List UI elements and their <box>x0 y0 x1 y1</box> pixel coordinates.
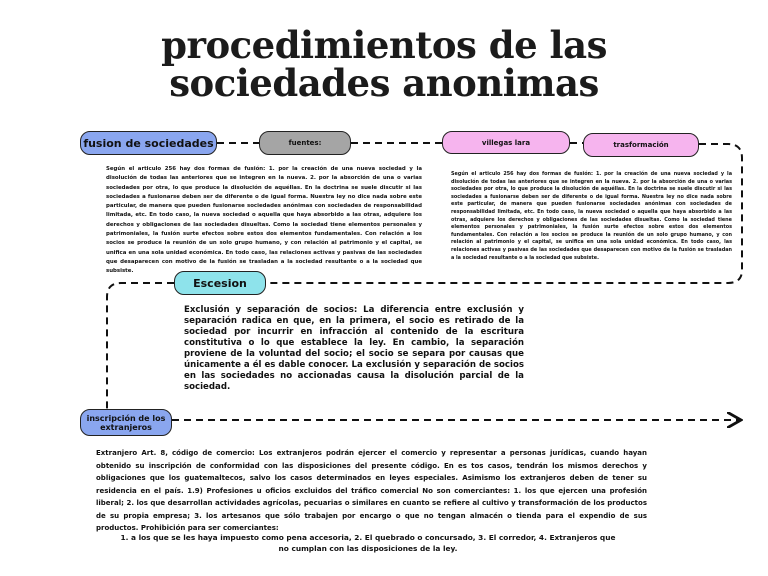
text-escesion: Exclusión y separación de socios: La diferencia entre exclusión y separación radica en que, en la primera, el socio es retirado de la sociedad por incurrir en infracción al contenido de la escritura constitutiva o lo que establece la ley. En cambio, la separación proviene de la voluntad del socio; el socio se separa por causas que únicamente a él es dable conocer. La exclusión y separación de socios en las sociedades no accionadas causa la disolución parcial de la sociedad. <box>184 305 524 392</box>
text-inscripcion: Extranjero Art. 8, código de comercio: Los extranjeros podrán ejercer el comercio y representar a personas jurídicas, cuando hayan obtenido su inscripción de conformidad con las disposiciones del presente código. En es tos casos, tendrán los mismos derechos y obligaciones que los guatemaltecos, salvo los casos determinados en leyes especiales. Asimismo los extranjeros deben de tener su residencia en el país. 1.9) Profesiones u oficios excluidos del tráfico comercial No son comerciantes: 1. los que ejercen una profesión liberal; 2. los que desarrollan actividades agrícolas, pecuarias o similares en cuanto se refiere al cultivo y transformación de los productos de su propia empresa; 3. los artesanos que sólo trabajen por encargo o que no tengan almacén o tienda para el expendio de sus productos. Prohibición para ser comerciantes: <box>96 449 647 532</box>
text-fusion: Según el articulo 256 hay dos formas de fusión: 1. por la creación de una nueva sociedad y la disolución de todas las anteriores que se integren en la nueva. 2. por la absorción de una o varias sociedades por otra, lo que produce la disolución de aquéllas. En la doctrina se suele discutir si las sociedades a fusionarse deben ser de diferente o de igual forma. Nuestra ley no dice nada sobre este particular, de manera que pueden fusionarse sociedades anónimas con sociedades de responsabilidad limitada, etc. En todo caso, la nueva sociedad o aquella que haya absorbido a las otras, adquiere los derechos y obligaciones de las sociedades disueltas. Como la sociedad tiene elementos personales y patrimoniales, la fusión surte efectos sobre estos dos elementos fundamentales. Con relación a los socios se produce la reunión de un solo grupo humano, y con relación al patrimonio y el capital, se unifica en una sola unidad económica. En todo caso, las relaciones activas y pasivas de las sociedades que desaparecen con motivo de la fusión se trasladan a la sociedad resultante o a la sociedad que subsiste. <box>106 166 422 275</box>
node-fusion-de-sociedades: fusion de sociedades <box>80 131 217 155</box>
node-trasformacion: trasformación <box>583 133 699 157</box>
node-escesion: Escesion <box>174 271 266 295</box>
node-fuentes: fuentes: <box>259 131 351 155</box>
text-villegas: Según el articulo 256 hay dos formas de fusión: 1. por la creación de una nueva sociedad y la disolución de todas las anteriores que se integren en la nueva. 2. por la absorción de una o varias sociedades por otra, lo que produce la disolución de aquéllas. En la doctrina se suele discutir si las sociedades a fusionarse deben ser de diferente o de igual forma. Nuestra ley no dice nada sobre este particular, de manera que pueden fusionarse sociedades anónimas con sociedades de responsabilidad limitada, etc. En todo caso, la nueva sociedad o aquella que haya absorbido a las otras, adquiere los derechos y obligaciones de las sociedades disueltas. Como la sociedad tiene elementos personales y patrimoniales, la fusión surte efectos sobre estos dos elementos fundamentales. Con relación a los socios se produce la reunión de un solo grupo humano, y con relación al patrimonio y el capital, se unifica en una sola unidad económica. En todo caso, las relaciones activas y pasivas de las sociedades que desaparecen con motivo de la fusión se trasladan a la sociedad resultante o a la sociedad que subsiste. <box>451 171 732 261</box>
node-inscripcion-extranjeros: inscripción de los extranjeros <box>80 409 172 436</box>
title-line-2: sociedades anonimas <box>169 61 599 105</box>
title-line-1: procedimientos de las <box>161 23 607 67</box>
node-villegas-lara: villegas lara <box>442 131 570 154</box>
text-prohibiciones: 1. a los que se les haya impuesto como pena accesoria, 2. El quebrado o concursado, 3. El corredor, 4. Extranjeros que no cumplan con las disposiciones de la ley. <box>120 533 616 553</box>
connector-escesion-to-inscripcion <box>107 283 174 409</box>
